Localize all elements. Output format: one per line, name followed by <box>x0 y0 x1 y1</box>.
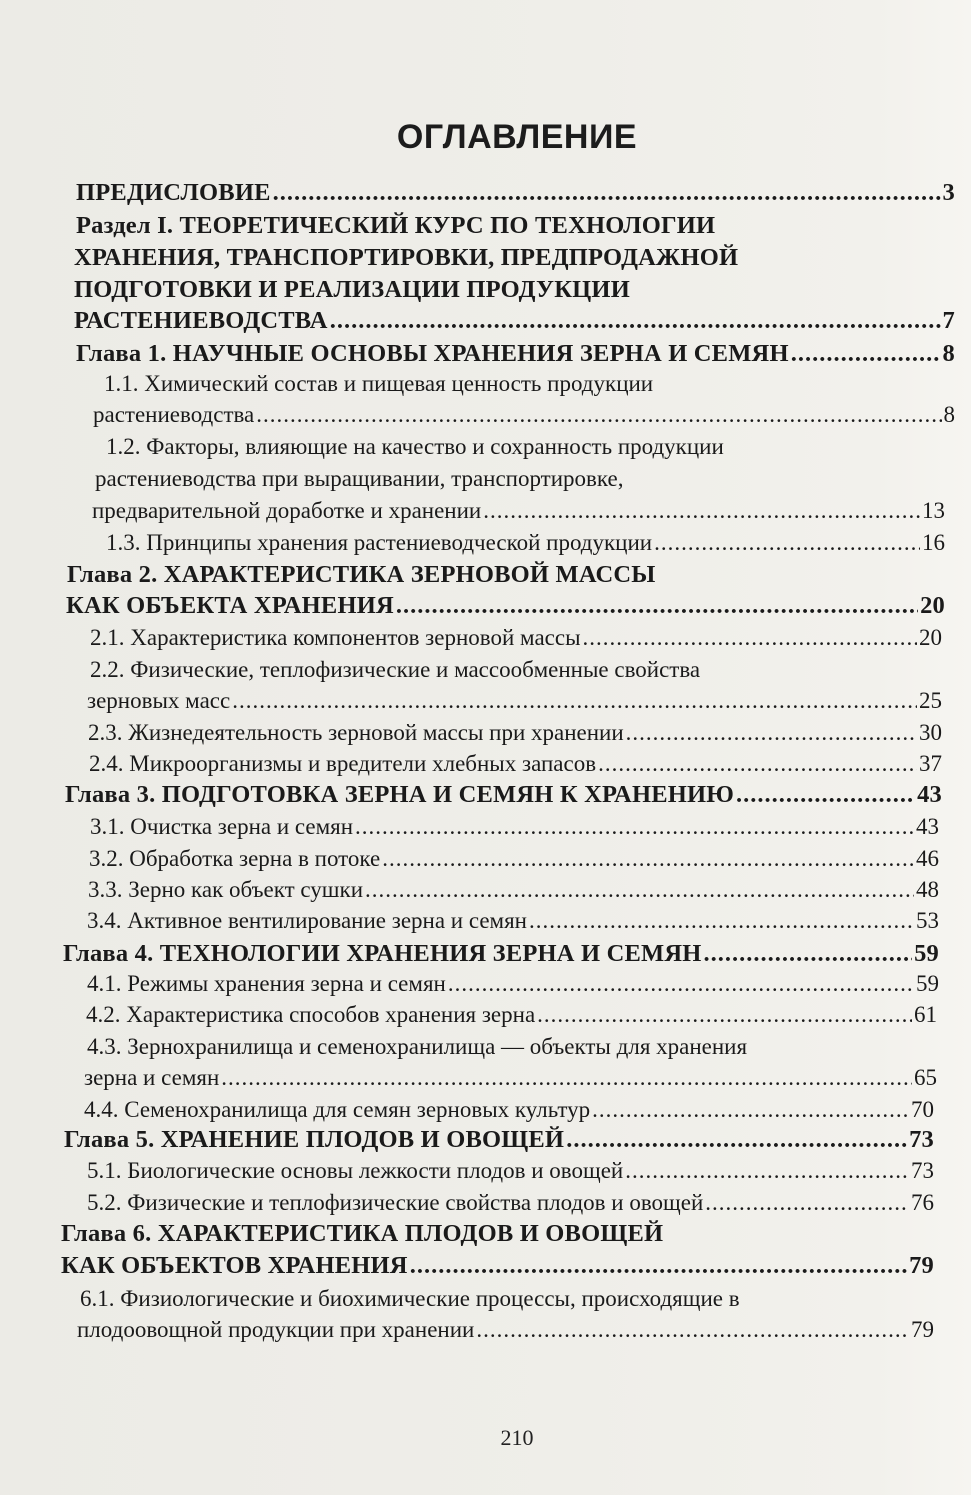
toc-page-number: 73 <box>909 1126 934 1153</box>
toc-page-number: 37 <box>919 751 942 776</box>
toc-entry-text: Глава 6. ХАРАКТЕРИСТИКА ПЛОДОВ И ОВОЩЕЙ <box>61 1220 664 1247</box>
toc-entry-text: 2.2. Физические, теплофизические и массообменные свойства <box>90 657 701 682</box>
toc-heading <box>76 339 955 369</box>
toc-entry <box>104 369 955 399</box>
dot-leader <box>365 875 914 905</box>
toc-page-number: 8 <box>942 340 955 367</box>
dot-leader <box>592 1095 909 1125</box>
toc-entry-text: Глава 5. ХРАНЕНИЕ ПЛОДОВ И ОВОЩЕЙ <box>64 1126 565 1153</box>
toc-heading <box>67 560 945 590</box>
dot-leader <box>232 686 917 716</box>
toc-entry <box>87 969 939 999</box>
toc-entry <box>84 1063 937 1093</box>
dot-leader <box>791 339 941 369</box>
toc-entry-text: Раздел I. ТЕОРЕТИЧЕСКИЙ КУРС ПО ТЕХНОЛОГИИ <box>76 212 716 239</box>
toc-entry-text: КАК ОБЪЕКТА ХРАНЕНИЯ <box>66 592 394 619</box>
toc-entry-text: Глава 3. ПОДГОТОВКА ЗЕРНА И СЕМЯН К ХРАНЕНИЮ <box>65 781 735 808</box>
toc-page-number: 46 <box>916 846 939 871</box>
toc-entry <box>87 1032 937 1062</box>
toc-page-number: 65 <box>914 1065 937 1090</box>
toc-entry-text: 4.1. Режимы хранения зерна и семян <box>87 971 446 996</box>
toc-heading <box>76 178 955 208</box>
toc-entry-text: 4.2. Характеристика способов хранения зерна <box>86 1002 536 1027</box>
dot-leader <box>476 1315 909 1345</box>
toc-entry-text: 1.3. Принципы хранения растениеводческой продукции <box>106 530 653 555</box>
toc-heading <box>61 1219 934 1249</box>
toc-entry <box>92 496 945 526</box>
dot-leader <box>583 623 917 653</box>
page-title: ОГЛАВЛЕНИЕ <box>396 118 638 156</box>
toc-entry-text: предварительной доработке и хранении <box>92 498 482 523</box>
toc-entry-text: 6.1. Физиологические и биохимические процессы, происходящие в <box>80 1286 740 1311</box>
dot-leader <box>396 591 918 621</box>
toc-heading <box>65 780 942 810</box>
toc-entry <box>88 718 942 748</box>
toc-page-number: 20 <box>920 592 945 619</box>
toc-heading <box>74 306 955 336</box>
dot-leader <box>410 1251 907 1281</box>
page-number: 210 <box>500 1425 534 1450</box>
toc-page-number: 79 <box>911 1317 934 1342</box>
toc-page-number: 16 <box>922 530 945 555</box>
toc-page-number: 53 <box>916 908 939 933</box>
toc-entry-text: Глава 4. ТЕХНОЛОГИИ ХРАНЕНИЯ ЗЕРНА И СЕМЯН <box>63 940 702 967</box>
dot-leader <box>448 969 914 999</box>
toc-page-number: 73 <box>911 1158 934 1183</box>
toc-page-number: 70 <box>911 1097 934 1122</box>
toc-entry-text: РАСТЕНИЕВОДСТВА <box>74 307 328 334</box>
toc-page-number: 20 <box>919 625 942 650</box>
toc-heading <box>64 1125 934 1155</box>
toc-entry-text: 4.3. Зернохранилища и семенохранилища — объекты для хранения <box>87 1034 748 1059</box>
toc-page-number: 59 <box>914 940 939 967</box>
dot-leader <box>221 1063 912 1093</box>
toc-entry <box>93 400 955 430</box>
toc-entry-text: ХРАНЕНИЯ, ТРАНСПОРТИРОВКИ, ПРЕДПРОДАЖНОЙ <box>74 244 739 271</box>
toc-entry-text: Глава 1. НАУЧНЫЕ ОСНОВЫ ХРАНЕНИЯ ЗЕРНА И СЕМЯН <box>76 340 789 367</box>
toc-heading <box>61 1251 934 1281</box>
dot-leader <box>705 1188 909 1218</box>
toc-entry <box>106 528 945 558</box>
toc-entry <box>95 464 955 494</box>
toc-entry <box>90 623 942 653</box>
toc-entry <box>90 812 939 842</box>
toc-entry-text: КАК ОБЪЕКТОВ ХРАНЕНИЯ <box>61 1252 408 1279</box>
toc-page-number: 76 <box>911 1190 934 1215</box>
dot-leader <box>566 1125 907 1155</box>
toc-page-number: 59 <box>916 971 939 996</box>
toc-entry-text: 3.1. Очистка зерна и семян <box>90 814 354 839</box>
toc-page-number: 48 <box>916 877 939 902</box>
toc-page-number: 25 <box>919 688 942 713</box>
toc-entry-text: 1.1. Химический состав и пищевая ценность продукции <box>104 371 654 396</box>
toc-entry-text: растениеводства <box>93 402 255 427</box>
toc-page-number: 43 <box>916 814 939 839</box>
toc-heading <box>74 243 955 273</box>
toc-entry-text: 2.4. Микроорганизмы и вредители хлебных запасов <box>89 751 597 776</box>
toc-entry <box>87 686 942 716</box>
toc-entry-text: ПРЕДИСЛОВИЕ <box>76 179 271 206</box>
toc-entry-text: плодоовощной продукции при хранении <box>77 1317 475 1342</box>
toc-entry <box>89 749 942 779</box>
dot-leader <box>537 1000 912 1030</box>
dot-leader <box>330 306 941 336</box>
dot-leader <box>704 939 913 969</box>
toc-entry-text: 3.2. Обработка зерна в потоке <box>89 846 381 871</box>
toc-heading <box>66 591 945 621</box>
dot-leader <box>654 528 920 558</box>
toc-entry <box>90 655 942 685</box>
toc-entry-text: Глава 2. ХАРАКТЕРИСТИКА ЗЕРНОВОЙ МАССЫ <box>67 561 656 588</box>
toc-entry <box>87 1188 934 1218</box>
toc-entry <box>86 1000 937 1030</box>
toc-entry-text: 2.3. Жизнедеятельность зерновой массы при хранении <box>88 720 624 745</box>
toc-heading <box>63 939 939 969</box>
toc-entry-text: зерна и семян <box>84 1065 220 1090</box>
dot-leader <box>483 496 920 526</box>
toc-heading <box>76 211 955 241</box>
toc-page-number: 61 <box>914 1002 937 1027</box>
toc-entry <box>89 844 939 874</box>
toc-entry-text: зерновых масс <box>87 688 231 713</box>
toc-page-number: 8 <box>943 402 955 427</box>
toc-entry <box>80 1284 934 1314</box>
toc-entry-text: 5.1. Биологические основы лежкости плодов и овощей <box>87 1158 624 1183</box>
toc-page-number: 43 <box>917 781 942 808</box>
toc-entry <box>87 906 939 936</box>
toc-entry-text: 3.3. Зерно как объект сушки <box>88 877 364 902</box>
dot-leader <box>598 749 917 779</box>
toc-entry <box>84 1095 934 1125</box>
toc-entry-text: растениеводства при выращивании, транспортировке, <box>95 466 624 491</box>
dot-leader <box>273 178 941 208</box>
dot-leader <box>256 400 941 430</box>
toc-page-number: 79 <box>909 1252 934 1279</box>
toc-entry-text: 2.1. Характеристика компонентов зерновой массы <box>90 625 581 650</box>
toc-heading <box>74 275 955 305</box>
dot-leader <box>355 812 914 842</box>
toc-entry-text: 5.2. Физические и теплофизические свойства плодов и овощей <box>87 1190 704 1215</box>
dot-leader <box>529 906 914 936</box>
dot-leader <box>736 780 915 810</box>
toc-entry-text: 1.2. Факторы, влияющие на качество и сохранность продукции <box>106 434 724 459</box>
toc-entry <box>106 432 955 462</box>
dot-leader <box>382 844 914 874</box>
toc-page-number: 7 <box>942 307 955 334</box>
toc-page-number: 30 <box>919 720 942 745</box>
dot-leader <box>625 1156 909 1186</box>
toc-entry <box>87 1156 934 1186</box>
dot-leader <box>626 718 917 748</box>
toc-entry <box>88 875 939 905</box>
toc-entry-text: 4.4. Семенохранилища для семян зерновых культур <box>84 1097 591 1122</box>
toc-page-number: 3 <box>942 179 955 206</box>
toc-entry-text: 3.4. Активное вентилирование зерна и семян <box>87 908 527 933</box>
toc-entry-text: ПОДГОТОВКИ И РЕАЛИЗАЦИИ ПРОДУКЦИИ <box>74 276 630 303</box>
toc-entry <box>77 1315 934 1345</box>
toc-page-number: 13 <box>922 498 945 523</box>
